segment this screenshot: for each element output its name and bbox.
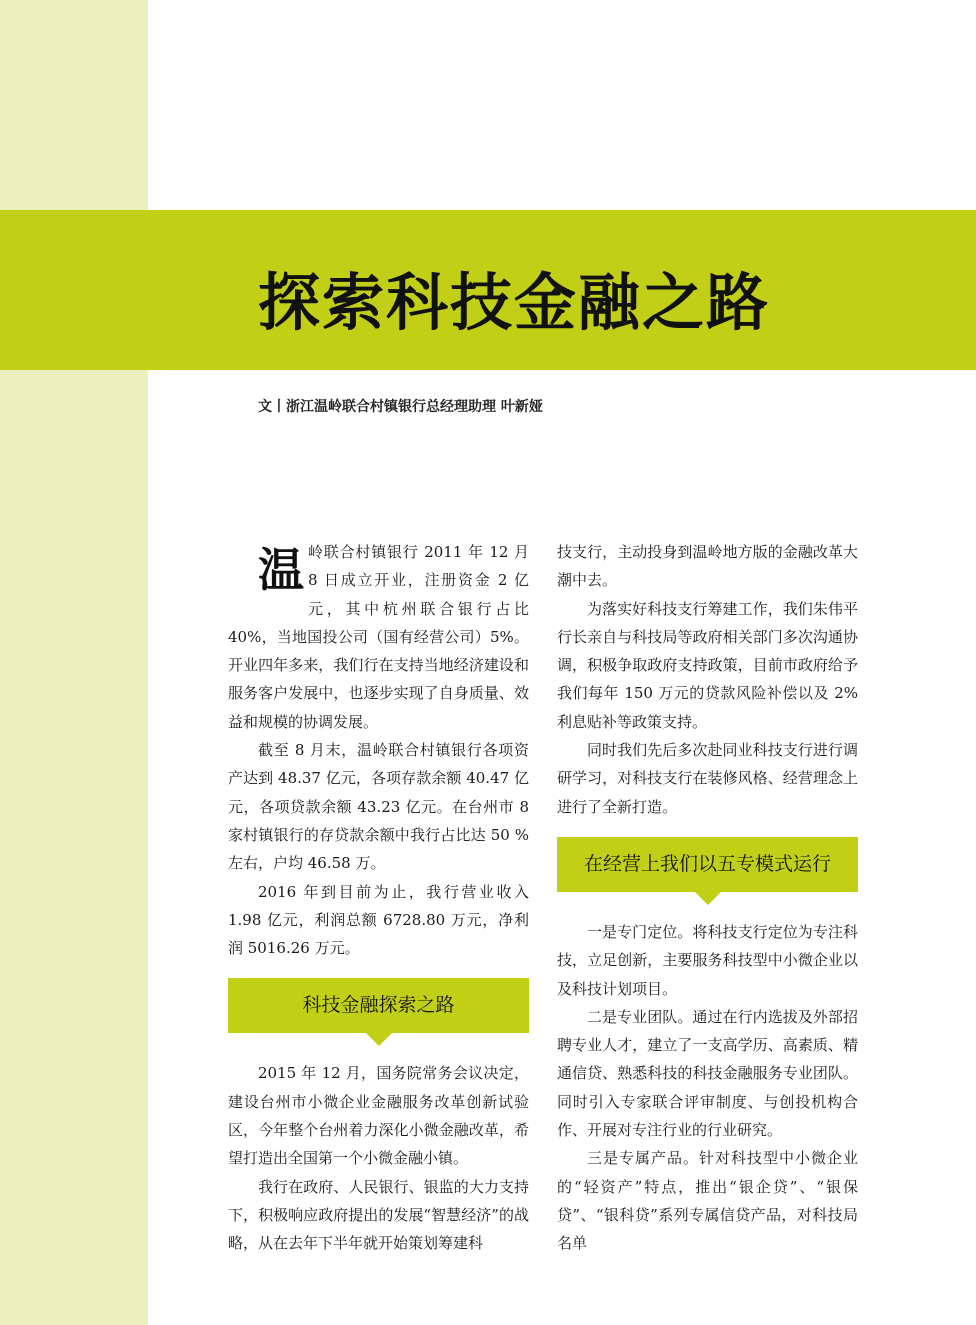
paragraph-team: 二是专业团队。通过在行内选拔及外部招聘专业人才，建立了一支高学历、高素质、精通信贷、熟悉科技的科技金融服务专业团队。同时引入专家联合评审制度、与创投机构合作、开展对专注行业的行业研究。 xyxy=(557,1007,858,1140)
right-column xyxy=(557,538,858,1258)
intro-paragraph xyxy=(228,538,529,736)
section-heading: 科技金融探索之路 xyxy=(302,994,455,1017)
paragraph-assets: 截至 8 月末，温岭联合村镇银行各项资产达到 48.37 亿元，各项存款余额 40.47 亿元，各项贷款余额 43.23 亿元。在台州市 8 家村镇银行的存贷款余额中我行占比达 50 % 左右，户均 46.58 万。 xyxy=(228,741,529,873)
article-title: 探索科技金融之路 xyxy=(258,266,771,339)
section-heading: 在经营上我们以五专模式运行 xyxy=(583,852,831,875)
left-column xyxy=(228,538,529,1258)
intro-text: 岭联合村镇银行 2011 年 12 月 8 日成立开业，注册资金 2 亿元，其中杭州联合银行占比 40%，当地国投公司（国有经营公司）5%。开业四年多来，我们行在支持当地经济建设和服务客户发展中，也逐步实现了自身质量、效益和规模的协调发展。 xyxy=(228,543,529,731)
side-decor-strip xyxy=(0,0,148,1325)
paragraph-support: 我行在政府、人民银行、银监的大力支持下，积极响应政府提出的发展“智慧经济”的战略，从在去年下半年就开始策划筹建科 xyxy=(228,1177,529,1253)
paragraph-positioning: 一是专门定位。将科技支行定位为专注科技，立足创新，主要服务科技型中小微企业以及科技计划项目。 xyxy=(557,922,858,998)
paragraph-policy: 2015 年 12 月，国务院常务会议决定，建设台州市小微企业金融服务改革创新试验区，今年整个台州着力深化小微金融改革，希望打造出全国第一个小微金融小镇。 xyxy=(228,1064,529,1168)
paragraph-continued: 技支行，主动投身到温岭地方版的金融改革大潮中去。 xyxy=(557,543,858,590)
paragraph-revenue: 2016 年到目前为止，我行营业收入 1.98 亿元，利润总额 6728.80 万元，净利润 5016.26 万元。 xyxy=(228,882,529,958)
section-heading-box xyxy=(557,837,858,892)
paragraph-products: 三是专属产品。针对科技型中小微企业的“轻资产”特点，推出“银企贷”、“银保贷”、“银科贷”系列专属信贷产品，对科技局名单 xyxy=(557,1149,858,1253)
section-heading-box xyxy=(228,978,529,1033)
author-byline: 文丨浙江温岭联合村镇银行总经理助理 叶新娅 xyxy=(258,399,543,415)
paragraph-preparation: 为落实好科技支行筹建工作，我们朱伟平行长亲自与科技局等政府相关部门多次沟通协调，积极争取政府支持政策，目前市政府给予我们每年 150 万元的贷款风险补偿以及 2% 利息贴补等政策支持。 xyxy=(557,599,858,731)
paragraph-research: 同时我们先后多次赴同业科技支行进行调研学习，对科技支行在装修风格、经营理念上进行了全新打造。 xyxy=(557,741,858,816)
drop-cap: 温 xyxy=(258,543,304,597)
